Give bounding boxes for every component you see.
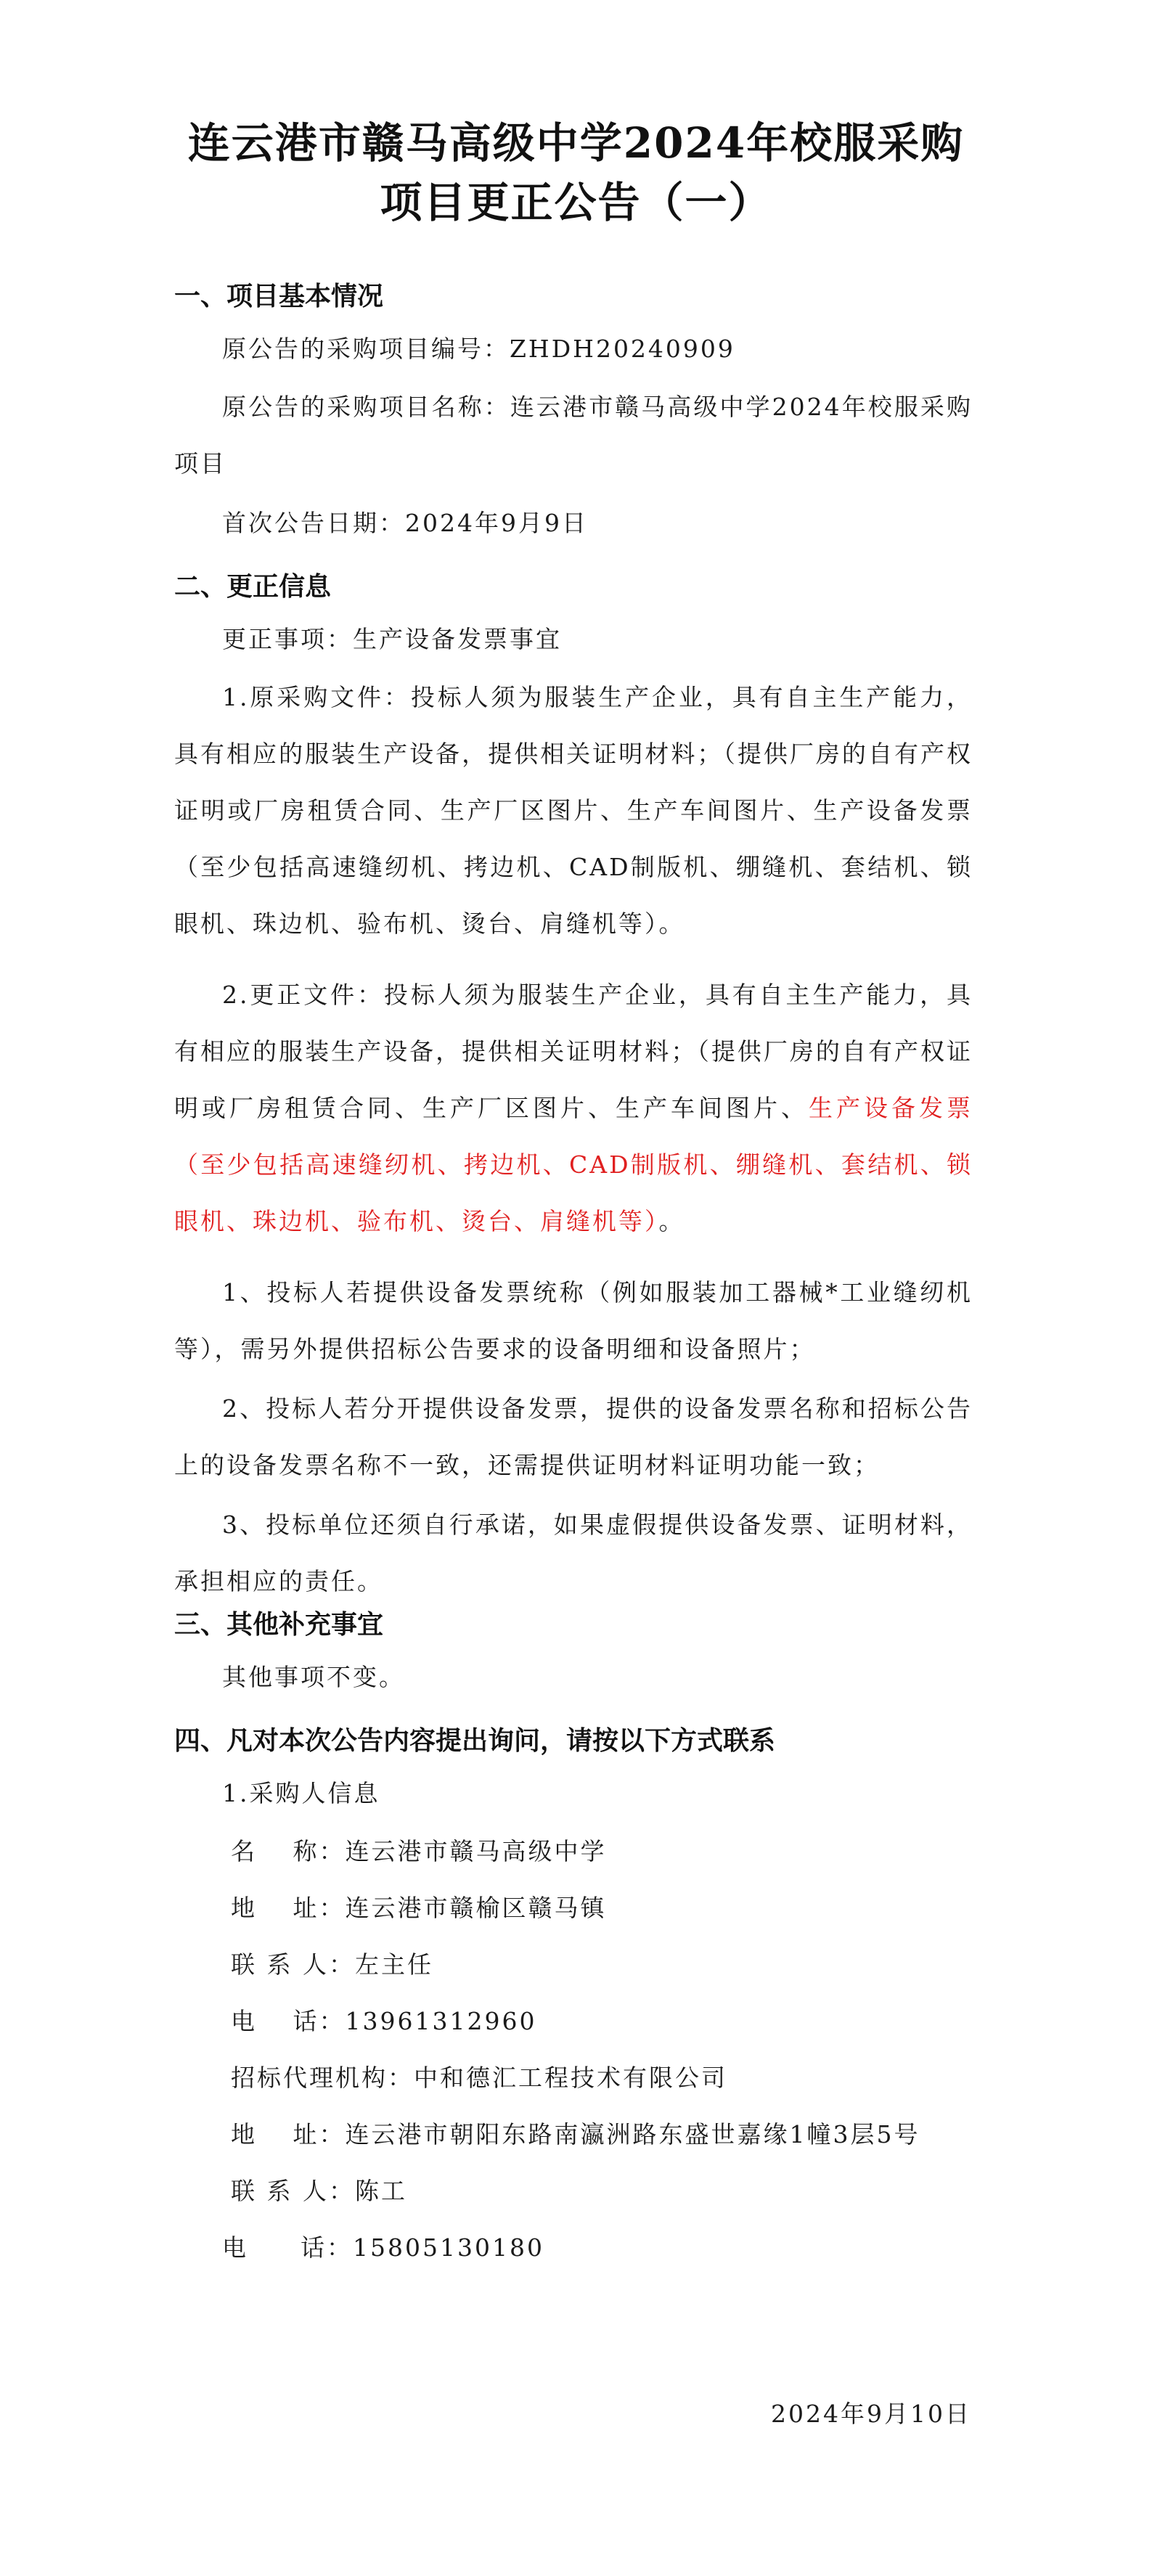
- notice-date: 2024年9月10日: [771, 2400, 971, 2428]
- note-3: 3、投标单位还须自行承诺，如果虚假提供设备发票、证明材料，承担相应的责任。: [174, 1510, 973, 1595]
- section-4-heading: 四、凡对本次公告内容提出询问，请按以下方式联系: [174, 1726, 776, 1756]
- buyer-contact-row: [231, 1946, 433, 1980]
- corrected-document-text: [174, 967, 973, 1250]
- agency-row: [231, 2059, 727, 2093]
- buyer-phone-label: 电 话：: [231, 2007, 346, 2035]
- corrected-highlight: 生产设备发票（至少包括高速缝纫机、拷边机、CAD制版机、绷缝机、套结机、锁眼机、珠边机、验布机、烫台、肩缝机等）: [174, 1094, 973, 1235]
- agency-phone: 15805130180: [353, 2233, 544, 2262]
- first-announcement-date: 首次公告日期：2024年9月9日: [222, 509, 588, 537]
- agency-contact: 陈工: [354, 2177, 407, 2205]
- notice-title-line2: 项目更正公告（一）: [380, 178, 772, 227]
- agency-contact-label: 联 系 人：: [231, 2177, 355, 2205]
- agency-name: 中和德汇工程技术有限公司: [414, 2064, 727, 2092]
- agency-phone-row: [222, 2229, 544, 2263]
- note-2: 2、投标人若分开提供设备发票，提供的设备发票名称和招标公告上的设备发票名称不一致，还需提供证明材料证明功能一致；: [174, 1394, 973, 1479]
- original-document-text: 1.原采购文件：投标人须为服装生产企业，具有自主生产能力，具有相应的服装生产设备，提供相关证明材料；（提供厂房的自有产权证明或厂房租赁合同、生产厂区图片、生产车间图片、生产设备发票（至少包括高速缝纫机、拷边机、CAD制版机、绷缝机、套结机、锁眼机、珠边机、验布机、烫台、肩缝机等）。: [174, 683, 973, 938]
- section-3-heading: 三、其他补充事宜: [174, 1610, 384, 1640]
- buyer-info-heading: 1.采购人信息: [222, 1779, 380, 1807]
- buyer-name-row: [231, 1833, 607, 1867]
- notice-title-line1: 连云港市赣马高级中学2024年校服采购: [187, 118, 965, 168]
- other-matters: 其他事项不变。: [222, 1663, 405, 1691]
- agency-label: 招标代理机构：: [231, 2064, 414, 2092]
- buyer-contact-label: 联 系 人：: [231, 1950, 355, 1979]
- correction-item: 更正事项：生产设备发票事宜: [222, 625, 562, 653]
- agency-address: 连云港市朝阳东路南瀛洲路东盛世嘉缘1幢3层5号: [345, 2120, 920, 2148]
- buyer-address: 连云港市赣榆区赣马镇: [345, 1894, 607, 1922]
- agency-address-label: 地 址：: [231, 2120, 346, 2148]
- buyer-address-label: 地 址：: [231, 1894, 346, 1922]
- buyer-name: 连云港市赣马高级中学: [345, 1837, 607, 1865]
- note-1: 1、投标人若提供设备发票统称（例如服装加工器械*工业缝纫机等），需另外提供招标公告要求的设备明细和设备照片；: [174, 1278, 973, 1363]
- agency-contact-row: [231, 2172, 407, 2207]
- buyer-phone: 13961312960: [345, 2007, 537, 2035]
- project-name: 原公告的采购项目名称：连云港市赣马高级中学2024年校服采购项目: [174, 393, 973, 478]
- section-2-heading: 二、更正信息: [174, 572, 332, 602]
- buyer-address-row: [231, 1889, 607, 1923]
- project-number: 原公告的采购项目编号：ZHDH20240909: [222, 335, 735, 363]
- buyer-name-label: 名 称：: [231, 1837, 346, 1865]
- agency-address-row: [231, 2116, 920, 2150]
- agency-phone-label: 电 话：: [222, 2233, 353, 2262]
- corrected-text-part1: 2.更正文件：投标人须为服装生产企业，具有自主生产能力，具有相应的服装生产设备，提供相关证明材料；（提供厂房的自有产权证明或厂房租赁合同、生产厂区图片、生产车间图片、: [174, 981, 973, 1122]
- section-1-heading: 一、项目基本情况: [174, 282, 384, 311]
- buyer-contact: 左主任: [354, 1950, 433, 1979]
- corrected-text-end: 。: [658, 1207, 685, 1235]
- buyer-phone-row: [231, 2003, 536, 2037]
